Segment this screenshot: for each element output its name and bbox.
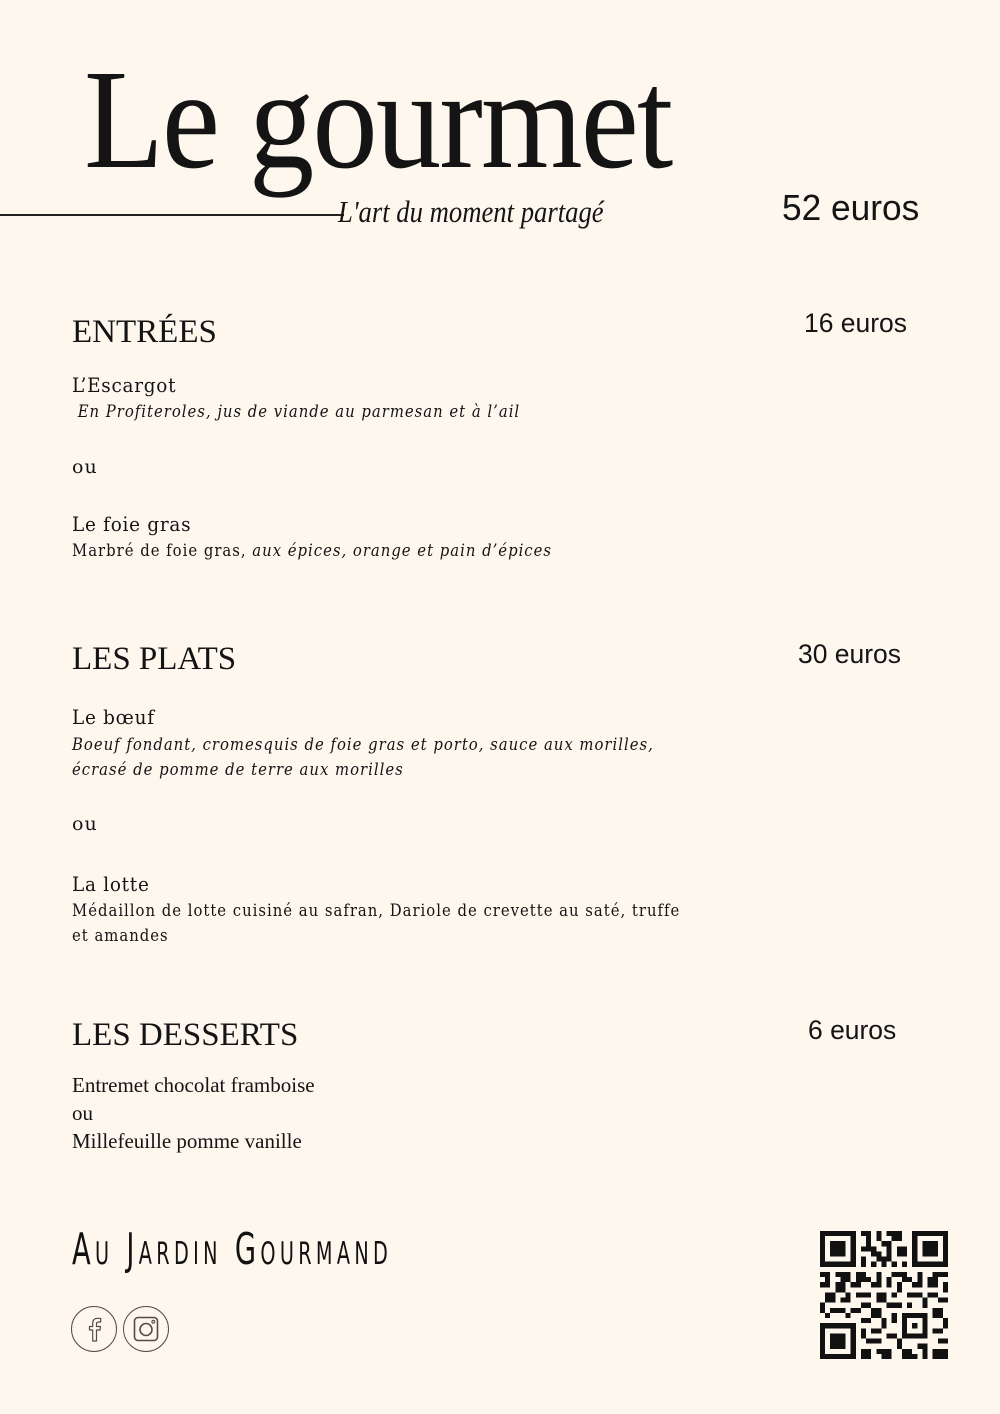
section-title-entrees: ENTRÉES <box>72 314 217 350</box>
tagline-divider <box>0 214 344 216</box>
dish-description: et amandes <box>72 926 169 945</box>
dish-name: L’Escargot <box>72 373 177 397</box>
dish-description: Marbré de foie gras, aux épices, orange et pain d’épices <box>72 541 553 560</box>
dessert-item: Entremet chocolat framboise <box>72 1073 315 1097</box>
tagline: L'art du moment partagé <box>338 194 604 229</box>
section-price-entrees: 16 euros <box>804 308 907 338</box>
instagram-link[interactable] <box>123 1306 169 1352</box>
dish-description: Boeuf fondant, cromesquis de foie gras et porto, sauce aux morilles, <box>72 735 654 754</box>
dessert-item: Millefeuille pomme vanille <box>72 1129 302 1153</box>
dish-name: Le bœuf <box>72 705 155 729</box>
facebook-icon <box>84 1316 104 1342</box>
restaurant-menu-title: Le gourmet <box>84 40 672 198</box>
dish-description: En Profiteroles, jus de viande au parmesan et à l’ail <box>72 402 521 421</box>
section-price-desserts: 6 euros <box>808 1015 897 1045</box>
menu-price: 52 euros <box>782 187 920 228</box>
dish-description: écrasé de pomme de terre aux morilles <box>72 760 404 779</box>
instagram-icon <box>132 1315 160 1343</box>
section-title-desserts: LES DESSERTS <box>72 1017 299 1053</box>
choice-separator: ou <box>72 1101 93 1125</box>
qr-code[interactable] <box>820 1231 948 1359</box>
choice-separator: ou <box>72 813 98 835</box>
section-price-plats: 30 euros <box>798 639 901 669</box>
choice-separator: ou <box>72 456 98 478</box>
dish-name: La lotte <box>72 872 150 896</box>
dish-name: Le foie gras <box>72 512 192 536</box>
dish-description: Médaillon de lotte cuisiné au safran, Dariole de crevette au saté, truffe <box>72 901 681 920</box>
restaurant-name: Au Jardin Gourmand <box>72 1224 393 1275</box>
facebook-link[interactable] <box>71 1306 117 1352</box>
section-title-plats: LES PLATS <box>72 641 237 677</box>
